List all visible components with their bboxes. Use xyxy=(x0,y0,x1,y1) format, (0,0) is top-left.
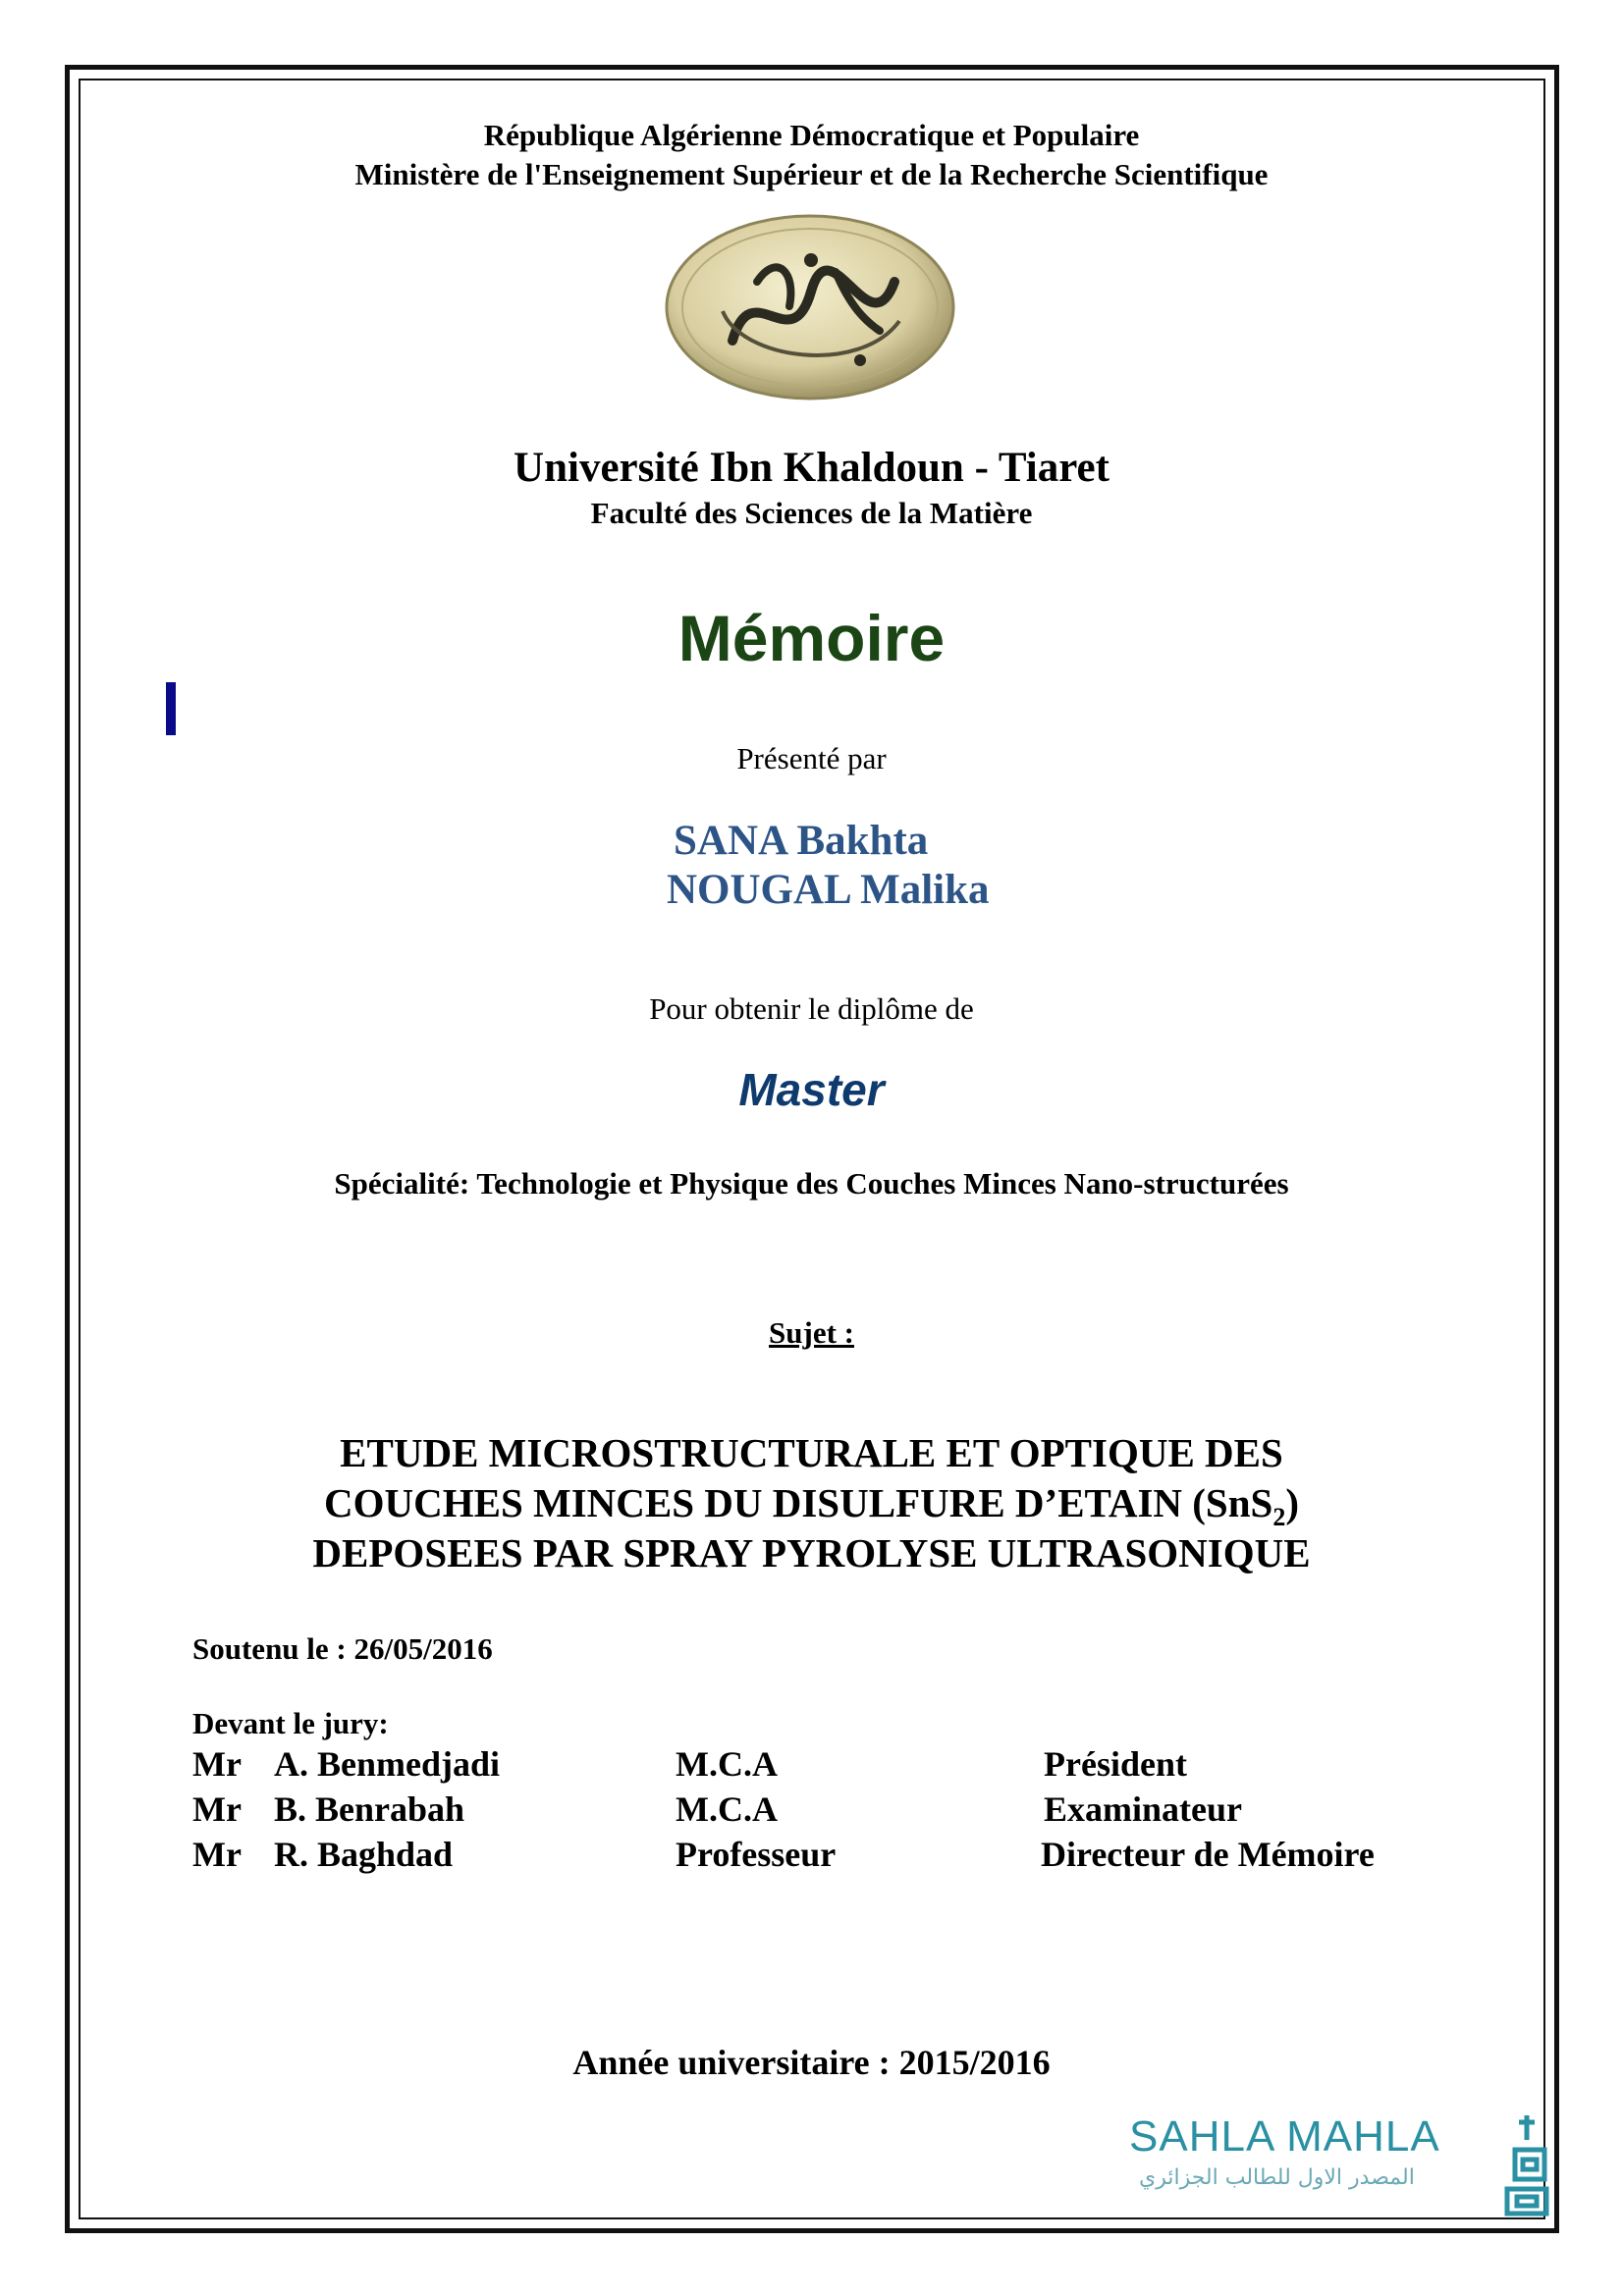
university-name: Université Ibn Khaldoun - Tiaret xyxy=(514,445,1109,491)
diploma-name: Master xyxy=(738,1064,885,1115)
defense-date: Soutenu le : 26/05/2016 xyxy=(192,1631,493,1666)
jury-grade: Professeur xyxy=(676,1835,837,1874)
jury-title: Mr xyxy=(192,1744,242,1784)
jury-title: Mr xyxy=(192,1835,242,1874)
author-name: NOUGAL Malika xyxy=(667,867,990,913)
jury-label: Devant le jury: xyxy=(192,1706,389,1740)
subject-label: Sujet : xyxy=(769,1315,854,1350)
jury-name: B. Benrabah xyxy=(274,1789,465,1829)
jury-title: Mr xyxy=(192,1789,242,1829)
faculty-name: Faculté des Sciences de la Matière xyxy=(590,496,1033,530)
diploma-intro: Pour obtenir le diplôme de xyxy=(649,991,974,1026)
republic-header: République Algérienne Démocratique et Populaire xyxy=(483,118,1140,152)
presented-by: Présenté par xyxy=(736,741,887,775)
jury-row xyxy=(192,1743,1469,1789)
jury-row xyxy=(192,1834,1469,1879)
subscript: 2 xyxy=(1272,1503,1286,1532)
subject-title-line: DEPOSEES PAR SPRAY PYROLYSE ULTRASONIQUE xyxy=(312,1530,1311,1575)
university-logo xyxy=(664,213,956,401)
watermark-brand: SAHLA MAHLA xyxy=(1129,2112,1440,2161)
jury-grade: M.C.A xyxy=(676,1789,778,1829)
jury-role: Examinateur xyxy=(1044,1789,1242,1829)
document-type: Mémoire xyxy=(677,602,946,674)
jury-grade: M.C.A xyxy=(676,1744,778,1784)
subject-title-line: COUCHES MINCES DU DISULFURE D’ETAIN (SnS$_2$) xyxy=(324,1480,1299,1532)
jury-name: A. Benmedjadi xyxy=(274,1744,501,1784)
subject-title-line: ETUDE MICROSTRUCTURALE ET OPTIQUE DES xyxy=(340,1430,1283,1475)
author-name: SANA Bakhta xyxy=(674,818,929,864)
speciality: Spécialité: Technologie et Physique des Couches Minces Nano-structurées xyxy=(334,1166,1289,1201)
jury-role: Directeur de Mémoire xyxy=(1041,1835,1375,1874)
watermark-logo-icon xyxy=(1497,2110,1551,2218)
blue-marker xyxy=(166,682,176,735)
watermark-tagline: المصدر الاول للطالب الجزائري xyxy=(1139,2165,1415,2190)
academic-year: Année universitaire : 2015/2016 xyxy=(572,2043,1051,2082)
jury-row xyxy=(192,1789,1469,1834)
jury-role: Président xyxy=(1044,1744,1187,1784)
ministry-header: Ministère de l'Enseignement Supérieur et de la Recherche Scientifique xyxy=(354,157,1269,191)
jury-name: R. Baghdad xyxy=(274,1835,454,1874)
sahla-mahla-watermark xyxy=(1129,2110,1551,2218)
